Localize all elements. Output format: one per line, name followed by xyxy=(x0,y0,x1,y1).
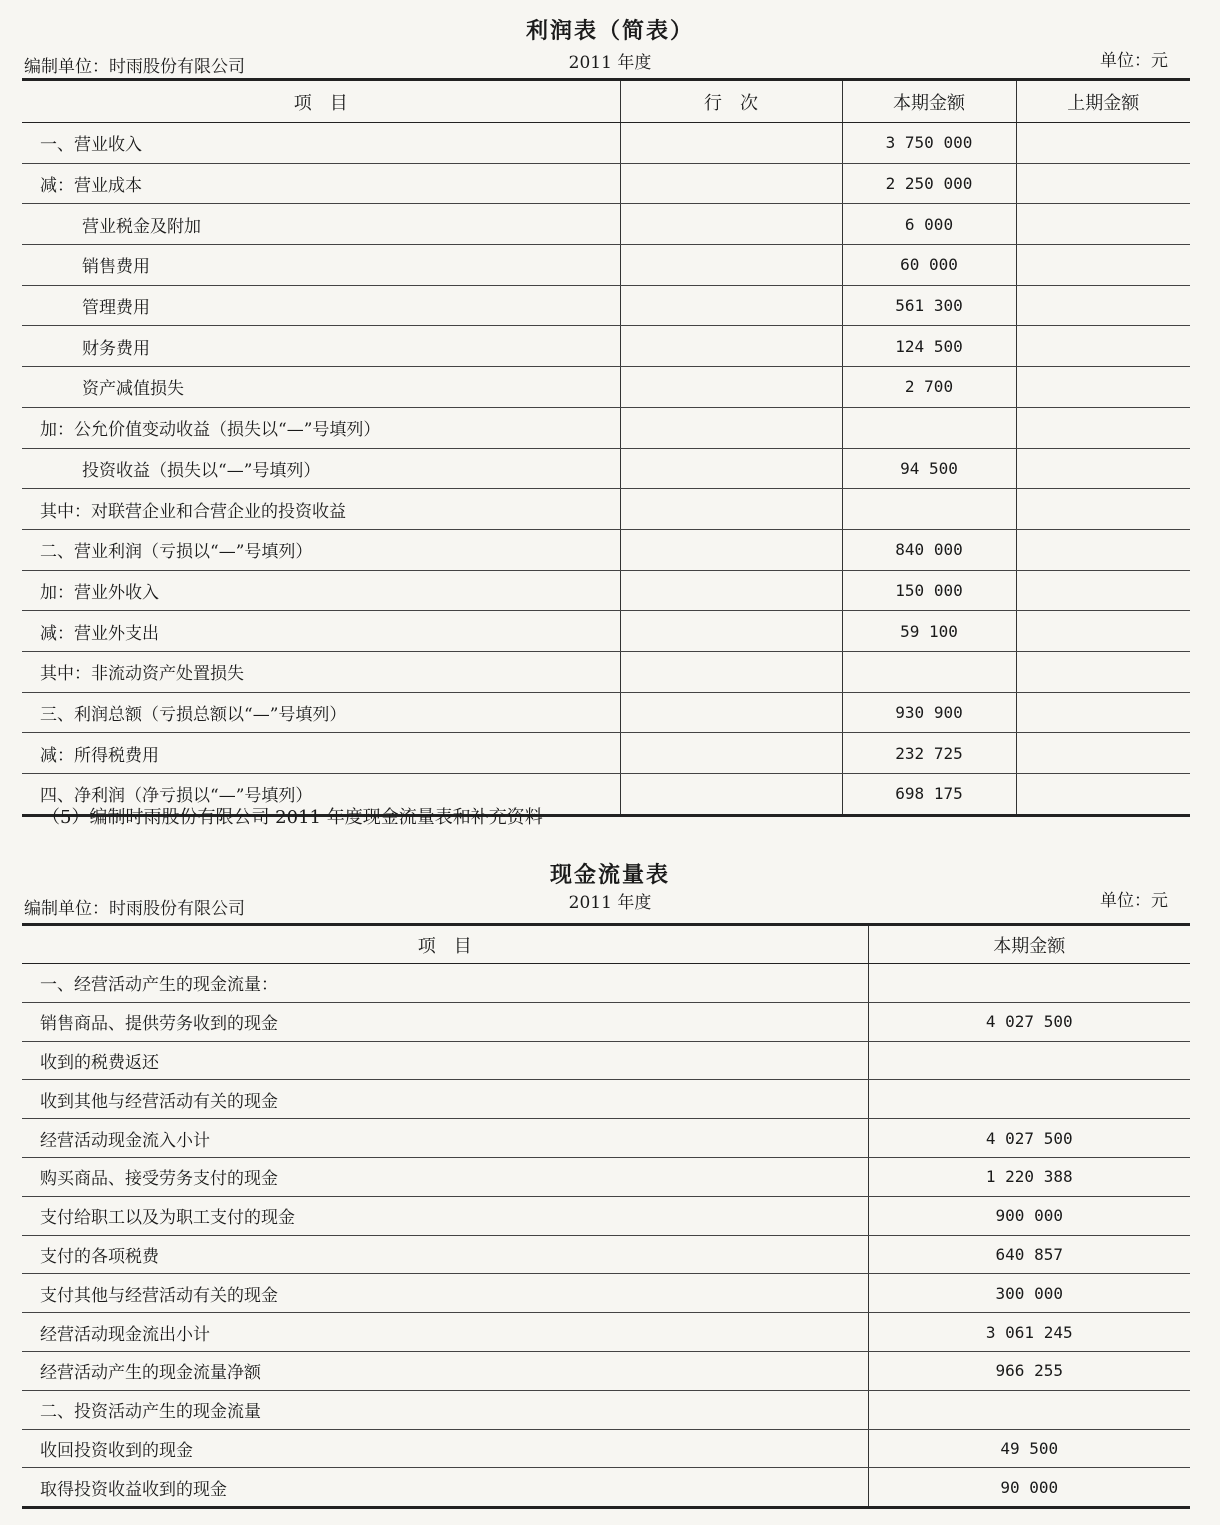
cash-unit: 单位：元 xyxy=(1100,891,1168,911)
row-item: 四、净利润（净亏损以“—”号填列） xyxy=(22,774,620,816)
table-row xyxy=(22,611,1190,652)
income-statement-table xyxy=(22,78,1190,817)
row-prior-amount xyxy=(1016,163,1190,204)
table-row xyxy=(22,1119,1190,1158)
cash-year: 2011 年度 xyxy=(568,893,652,913)
table-row xyxy=(22,1274,1190,1313)
table-row xyxy=(22,1041,1190,1080)
row-prior-amount xyxy=(1016,692,1190,733)
income-unit: 单位：元 xyxy=(1100,51,1168,71)
row-item: 投资收益（损失以“—”号填列） xyxy=(22,448,620,489)
row-line-no xyxy=(620,529,842,570)
row-item: 支付给职工以及为职工支付的现金 xyxy=(22,1196,868,1235)
row-item: 减：所得税费用 xyxy=(22,733,620,774)
table-row xyxy=(22,245,1190,286)
table-row xyxy=(22,1468,1190,1508)
row-current-amount xyxy=(842,407,1016,448)
row-prior-amount xyxy=(1016,611,1190,652)
table-row xyxy=(22,1390,1190,1429)
row-item: 销售费用 xyxy=(22,245,620,286)
table-row xyxy=(22,204,1190,245)
table-row xyxy=(22,1235,1190,1274)
row-item: 管理费用 xyxy=(22,285,620,326)
row-item: 其中：非流动资产处置损失 xyxy=(22,651,620,692)
header-current-amount: 本期金额 xyxy=(868,925,1190,964)
row-item: 加：公允价值变动收益（损失以“—”号填列） xyxy=(22,407,620,448)
row-current-amount: 60 000 xyxy=(842,245,1016,286)
table-row xyxy=(22,1429,1190,1468)
row-current-amount: 150 000 xyxy=(842,570,1016,611)
row-prior-amount xyxy=(1016,123,1190,164)
row-current-amount: 49 500 xyxy=(868,1429,1190,1468)
row-line-no xyxy=(620,733,842,774)
row-item: 营业税金及附加 xyxy=(22,204,620,245)
row-line-no xyxy=(620,204,842,245)
row-current-amount: 561 300 xyxy=(842,285,1016,326)
row-current-amount: 640 857 xyxy=(868,1235,1190,1274)
row-prior-amount xyxy=(1016,774,1190,816)
row-item: 其中：对联营企业和合营企业的投资收益 xyxy=(22,489,620,530)
header-prior-amount: 上期金额 xyxy=(1016,80,1190,123)
row-line-no xyxy=(620,489,842,530)
row-current-amount: 300 000 xyxy=(868,1274,1190,1313)
row-prior-amount xyxy=(1016,651,1190,692)
row-current-amount: 124 500 xyxy=(842,326,1016,367)
row-current-amount: 2 700 xyxy=(842,367,1016,408)
cash-preparer: 编制单位：时雨股份有限公司 xyxy=(24,899,245,919)
row-current-amount: 966 255 xyxy=(868,1351,1190,1390)
row-item: 一、营业收入 xyxy=(22,123,620,164)
row-prior-amount xyxy=(1016,733,1190,774)
table-row xyxy=(22,123,1190,164)
table-row xyxy=(22,285,1190,326)
row-current-amount xyxy=(868,964,1190,1003)
income-preparer: 编制单位：时雨股份有限公司 xyxy=(24,57,245,77)
row-line-no xyxy=(620,245,842,286)
row-item: 减：营业成本 xyxy=(22,163,620,204)
table-row xyxy=(22,964,1190,1003)
row-item: 经营活动现金流入小计 xyxy=(22,1119,868,1158)
row-current-amount: 900 000 xyxy=(868,1196,1190,1235)
row-prior-amount xyxy=(1016,285,1190,326)
row-line-no xyxy=(620,774,842,816)
table-row xyxy=(22,692,1190,733)
table-row xyxy=(22,1351,1190,1390)
row-line-no xyxy=(620,651,842,692)
row-prior-amount xyxy=(1016,367,1190,408)
row-item: 购买商品、接受劳务支付的现金 xyxy=(22,1157,868,1196)
table-row xyxy=(22,407,1190,448)
row-item: 资产减值损失 xyxy=(22,367,620,408)
row-item: 一、经营活动产生的现金流量： xyxy=(22,964,868,1003)
row-prior-amount xyxy=(1016,448,1190,489)
row-current-amount: 94 500 xyxy=(842,448,1016,489)
row-line-no xyxy=(620,285,842,326)
row-item: 收回投资收到的现金 xyxy=(22,1429,868,1468)
row-item: 支付其他与经营活动有关的现金 xyxy=(22,1274,868,1313)
header-current-amount: 本期金额 xyxy=(842,80,1016,123)
row-item: 支付的各项税费 xyxy=(22,1235,868,1274)
row-item: 收到其他与经营活动有关的现金 xyxy=(22,1080,868,1119)
row-item: 二、营业利润（亏损以“—”号填列） xyxy=(22,529,620,570)
cash-header-row xyxy=(22,925,1190,964)
row-prior-amount xyxy=(1016,407,1190,448)
section-note: （5）编制时雨股份有限公司 2011 年度现金流量表和补充资料 xyxy=(42,807,543,828)
row-current-amount: 90 000 xyxy=(868,1468,1190,1508)
row-item: 减：营业外支出 xyxy=(22,611,620,652)
row-current-amount: 3 061 245 xyxy=(868,1313,1190,1352)
header-item: 项 目 xyxy=(22,80,620,123)
row-item: 财务费用 xyxy=(22,326,620,367)
row-item: 经营活动现金流出小计 xyxy=(22,1313,868,1352)
row-current-amount: 232 725 xyxy=(842,733,1016,774)
table-row xyxy=(22,651,1190,692)
row-line-no xyxy=(620,407,842,448)
row-item: 二、投资活动产生的现金流量 xyxy=(22,1390,868,1429)
row-current-amount: 698 175 xyxy=(842,774,1016,816)
table-row xyxy=(22,448,1190,489)
table-row xyxy=(22,1002,1190,1041)
row-line-no xyxy=(620,163,842,204)
row-prior-amount xyxy=(1016,204,1190,245)
row-line-no xyxy=(620,367,842,408)
cash-flow-table xyxy=(22,923,1190,1509)
row-item: 加：营业外收入 xyxy=(22,570,620,611)
row-current-amount xyxy=(842,651,1016,692)
income-statement-title: 利润表（简表） xyxy=(525,18,694,44)
row-prior-amount xyxy=(1016,529,1190,570)
row-current-amount: 4 027 500 xyxy=(868,1119,1190,1158)
row-line-no xyxy=(620,611,842,652)
row-current-amount: 840 000 xyxy=(842,529,1016,570)
row-line-no xyxy=(620,570,842,611)
row-current-amount xyxy=(868,1390,1190,1429)
row-current-amount: 930 900 xyxy=(842,692,1016,733)
row-line-no xyxy=(620,448,842,489)
row-item: 取得投资收益收到的现金 xyxy=(22,1468,868,1508)
income-header-row xyxy=(22,80,1190,123)
table-row xyxy=(22,1080,1190,1119)
row-current-amount: 3 750 000 xyxy=(842,123,1016,164)
table-row xyxy=(22,326,1190,367)
row-current-amount: 59 100 xyxy=(842,611,1016,652)
table-row xyxy=(22,570,1190,611)
table-row xyxy=(22,489,1190,530)
row-item: 收到的税费返还 xyxy=(22,1041,868,1080)
table-row xyxy=(22,733,1190,774)
header-line-no: 行 次 xyxy=(620,80,842,123)
row-line-no xyxy=(620,123,842,164)
row-line-no xyxy=(620,692,842,733)
table-row xyxy=(22,1313,1190,1352)
row-current-amount xyxy=(868,1041,1190,1080)
row-current-amount: 1 220 388 xyxy=(868,1157,1190,1196)
income-year: 2011 年度 xyxy=(568,53,652,73)
table-row xyxy=(22,529,1190,570)
row-current-amount xyxy=(868,1080,1190,1119)
cash-flow-title: 现金流量表 xyxy=(549,862,670,888)
row-line-no xyxy=(620,326,842,367)
header-item: 项 目 xyxy=(22,925,868,964)
row-item: 经营活动产生的现金流量净额 xyxy=(22,1351,868,1390)
row-prior-amount xyxy=(1016,245,1190,286)
table-row xyxy=(22,367,1190,408)
row-current-amount xyxy=(842,489,1016,530)
row-prior-amount xyxy=(1016,326,1190,367)
table-row xyxy=(22,1196,1190,1235)
row-current-amount: 4 027 500 xyxy=(868,1002,1190,1041)
table-row xyxy=(22,163,1190,204)
row-current-amount: 2 250 000 xyxy=(842,163,1016,204)
table-row xyxy=(22,1157,1190,1196)
row-prior-amount xyxy=(1016,570,1190,611)
row-item: 三、利润总额（亏损总额以“—”号填列） xyxy=(22,692,620,733)
row-prior-amount xyxy=(1016,489,1190,530)
row-item: 销售商品、提供劳务收到的现金 xyxy=(22,1002,868,1041)
row-current-amount: 6 000 xyxy=(842,204,1016,245)
